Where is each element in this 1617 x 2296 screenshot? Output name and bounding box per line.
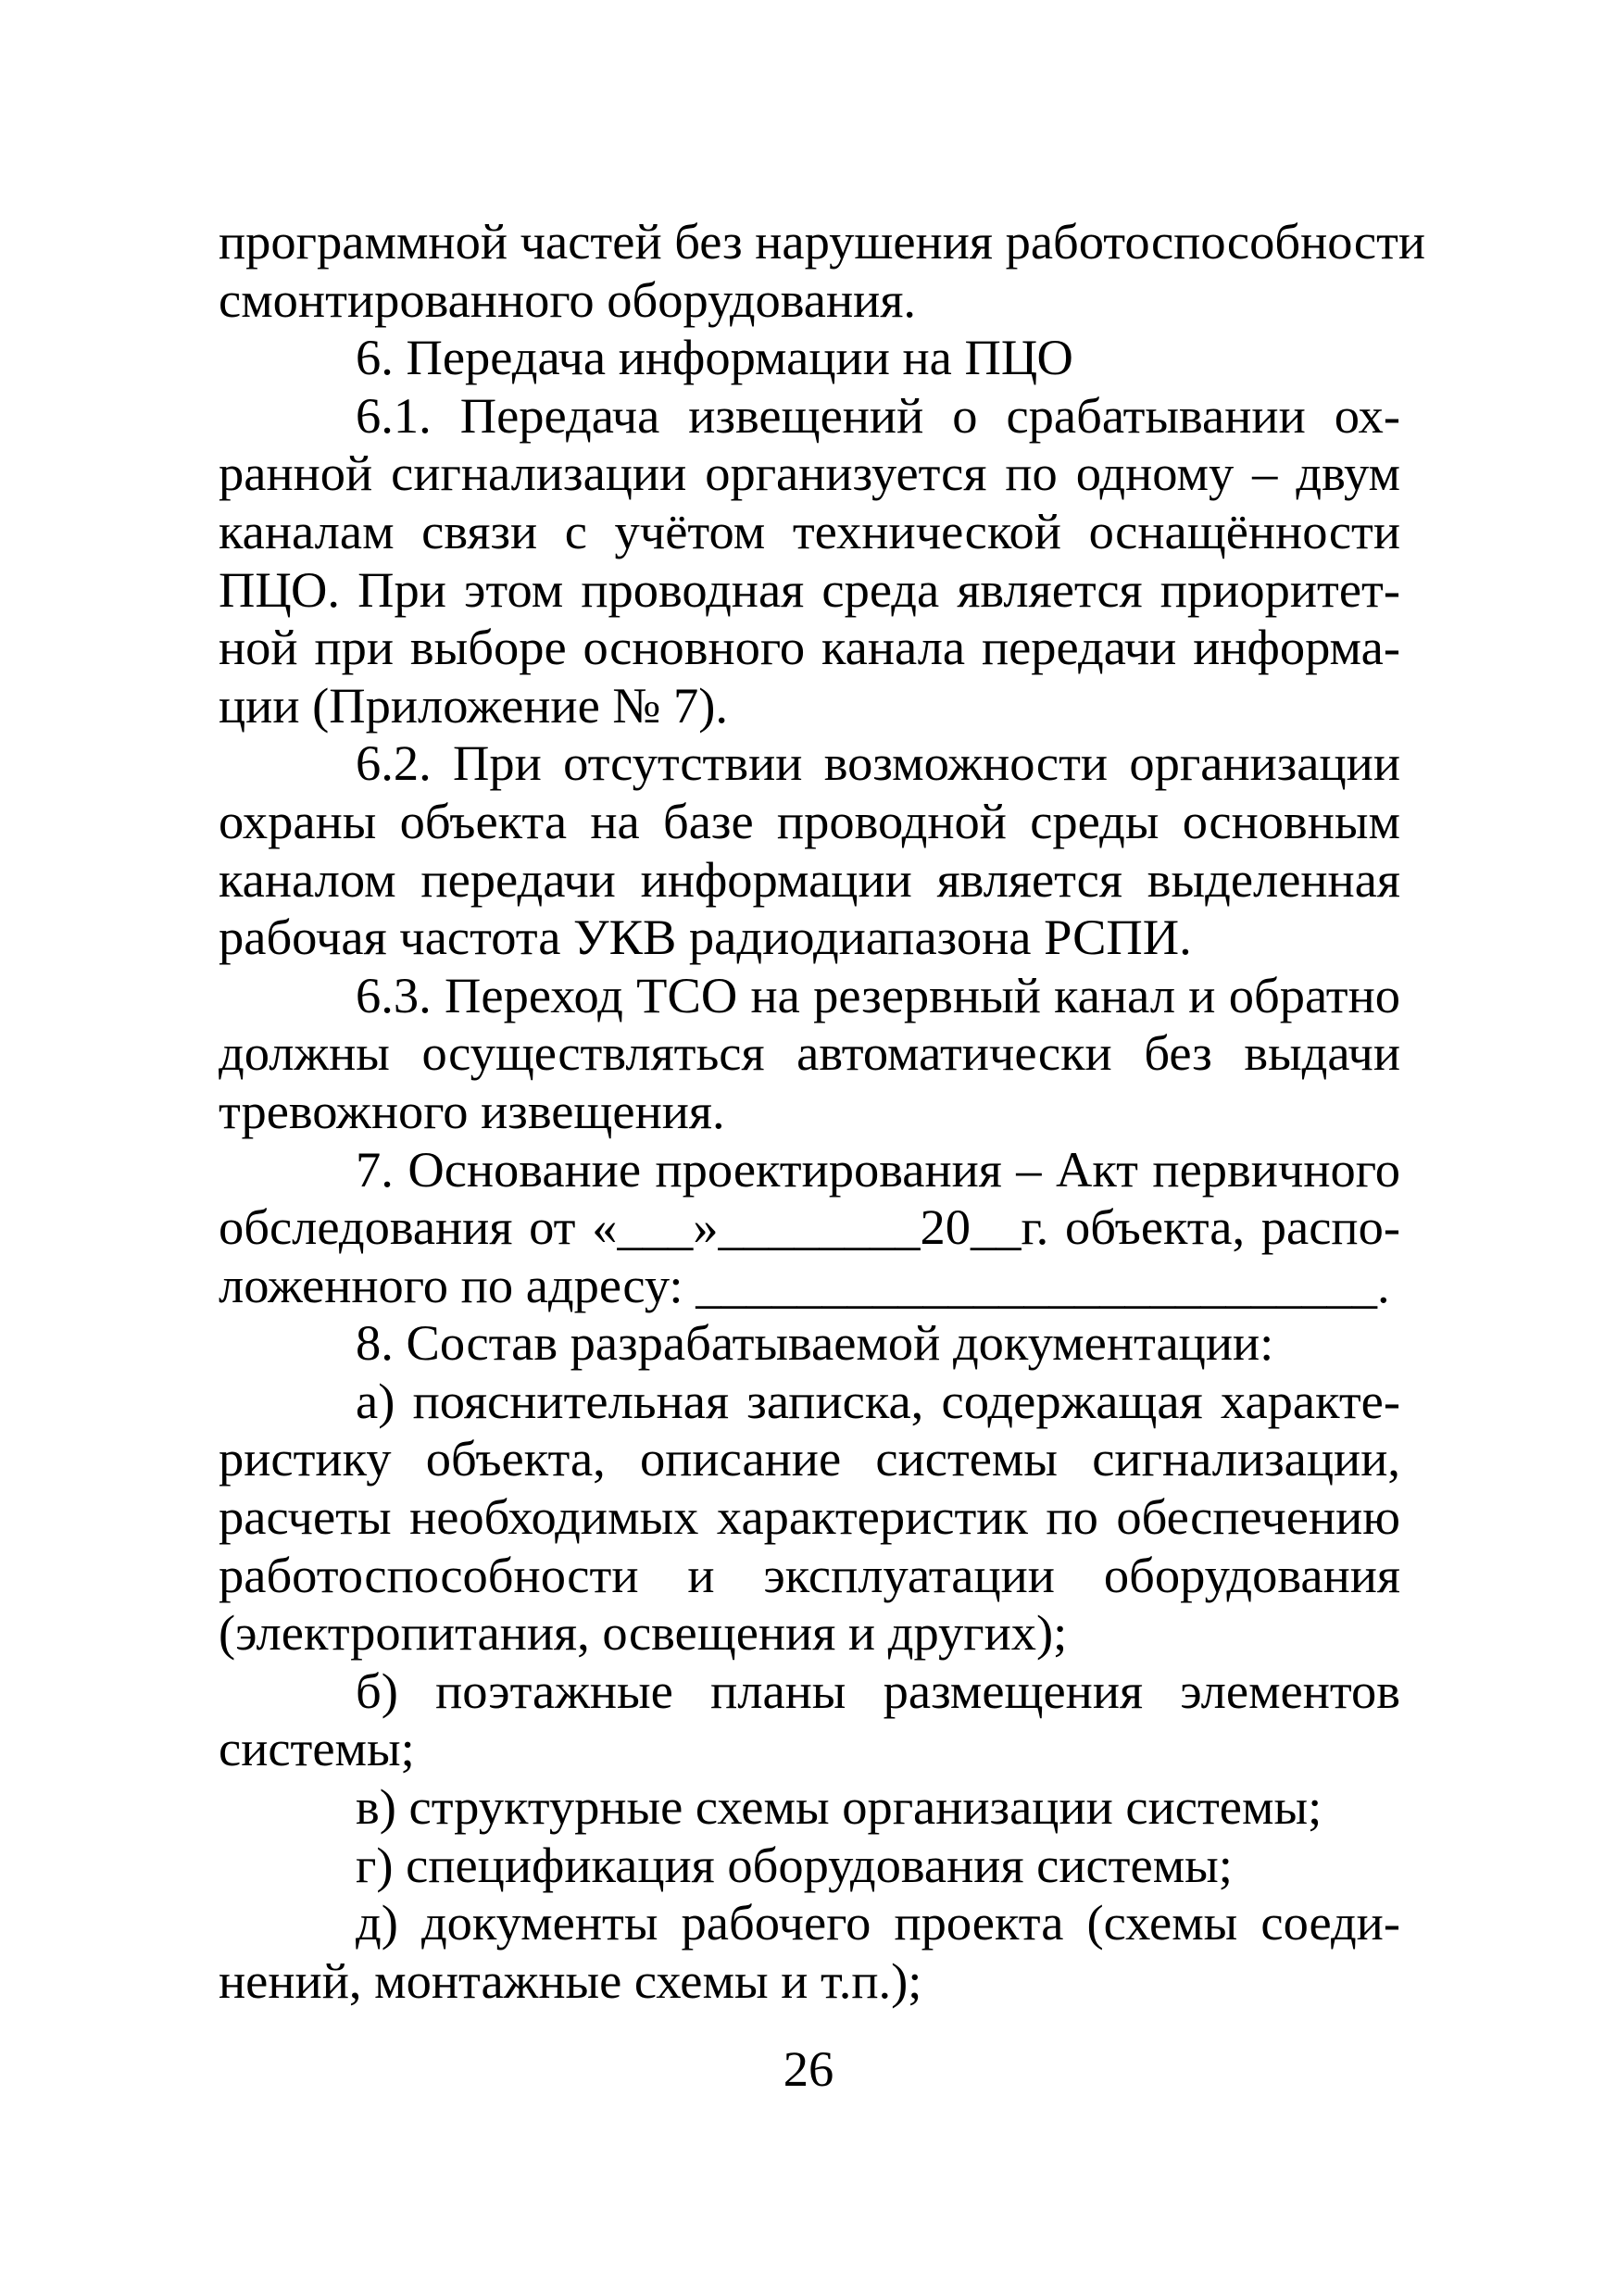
list-item: в) структурные схемы организации системы; [356,1778,1322,1836]
list-item: г) спецификация оборудования системы; [356,1836,1233,1893]
page-number: 26 [783,2040,834,2097]
text-line: ции (Приложение № 7). [219,676,729,734]
section-heading: 6. Передача информации на ПЦО [356,329,1073,386]
list-item: д) документы рабочего проекта (схемы соеди- [356,1894,1400,1951]
text-line: каналом передачи информации является выделенная [219,850,1400,908]
text-line: обследования от «___»________20__г. объекта, распо- [219,1198,1400,1256]
text-line: ной при выборе основного канала передачи информа- [219,619,1400,676]
text-line: расчеты необходимых характеристик по обеспечению [219,1488,1400,1546]
list-item: б) поэтажные планы размещения элементов [356,1662,1400,1719]
text-line: 6.3. Переход ТСО на резервный канал и обратно [356,966,1400,1023]
text-line: ранной сигнализации организуется по одному – двум [219,445,1400,502]
text-line: ложенного по адресу: ___________________________. [219,1256,1390,1313]
body-text [219,213,1426,2010]
text-line: охраны объекта на базе проводной среды основным [219,792,1400,849]
section-heading: 8. Состав разрабатываемой документации: [356,1314,1274,1372]
text-line: программной частей без нарушения работоспособности [219,213,1426,270]
text-line: смонтированного оборудования. [219,270,917,328]
text-line: рабочая частота УКВ радиодиапазона РСПИ. [219,909,1192,966]
section-heading: 7. Основание проектирования – Акт первичного [356,1140,1400,1198]
text-line: тревожного извещения. [219,1082,725,1139]
list-item: а) пояснительная записка, содержащая характе- [356,1372,1400,1429]
text-line: каналам связи с учётом технической оснащённости [219,502,1400,559]
text-line: должны осуществляться автоматически без выдачи [219,1024,1400,1082]
text-line: 6.2. При отсутствии возможности организации [356,734,1400,792]
text-line: нений, монтажные схемы и т.п.); [219,1951,922,2009]
text-line: ристику объекта, описание системы сигнализации, [219,1430,1400,1487]
text-line: (электропитания, освещения и других); [219,1604,1068,1662]
text-line: 6.1. Передача извещений о срабатывании ох- [356,386,1400,444]
text-line: системы; [219,1720,415,1777]
text-line: ПЦО. При этом проводная среда является приоритет- [219,560,1400,618]
text-line: работоспособности и эксплуатации оборудования [219,1546,1400,1603]
